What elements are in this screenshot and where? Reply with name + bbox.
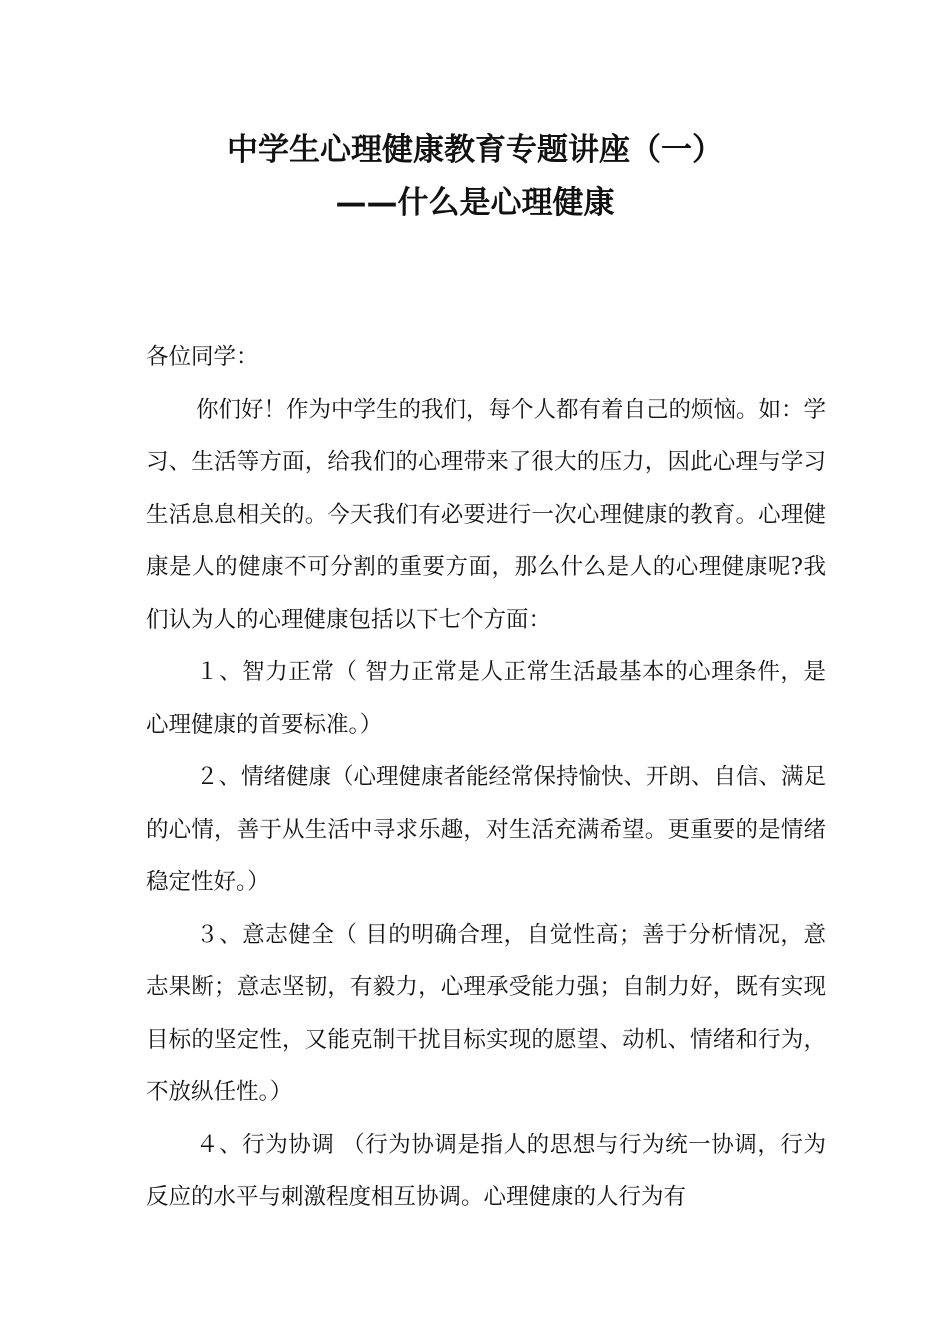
document-body: [146, 331, 826, 1224]
document-subtitle: ——什么是心理健康: [335, 185, 615, 221]
document-title: 中学生心理健康教育专题讲座（一）: [227, 132, 723, 168]
salutation: 各位同学：: [146, 344, 259, 370]
point-2-paragraph: ２、情绪健康（心理健康者能经常保持愉快、开朗、自信、满足的心情，善于从生活中寻求乐趣，对生活充满希望。更重要的是情绪稳定性好。）: [146, 764, 827, 895]
point-1-paragraph: １、智力正常（ 智力正常是人正常生活最基本的心理条件，是心理健康的首要标准。）: [146, 659, 826, 738]
intro-paragraph: 你们好！作为中学生的我们，每个人都有着自己的烦恼。如：学习、生活等方面，给我们的心理带来了很大的压力，因此心理与学习生活息息相关的。今天我们有必要进行一次心理健康的教育。心理健康是人的健康不可分割的重要方面，那么什么是人的心理健康呢?我们认为人的心理健康包括以下七个方面：: [146, 396, 827, 633]
point-4-paragraph: ４、行为协调 （行为协调是指人的思想与行为统一协调，行为反应的水平与刺激程度相互协调。心理健康的人行为有: [146, 1131, 826, 1210]
point-3-paragraph: ３、意志健全（ 目的明确合理，自觉性高；善于分析情况，意志果断；意志坚韧，有毅力，心理承受能力强；自制力好，既有实现目标的坚定性，又能克制干扰目标实现的愿望、动机、情绪和行为，不放纵任性。）: [146, 921, 826, 1105]
